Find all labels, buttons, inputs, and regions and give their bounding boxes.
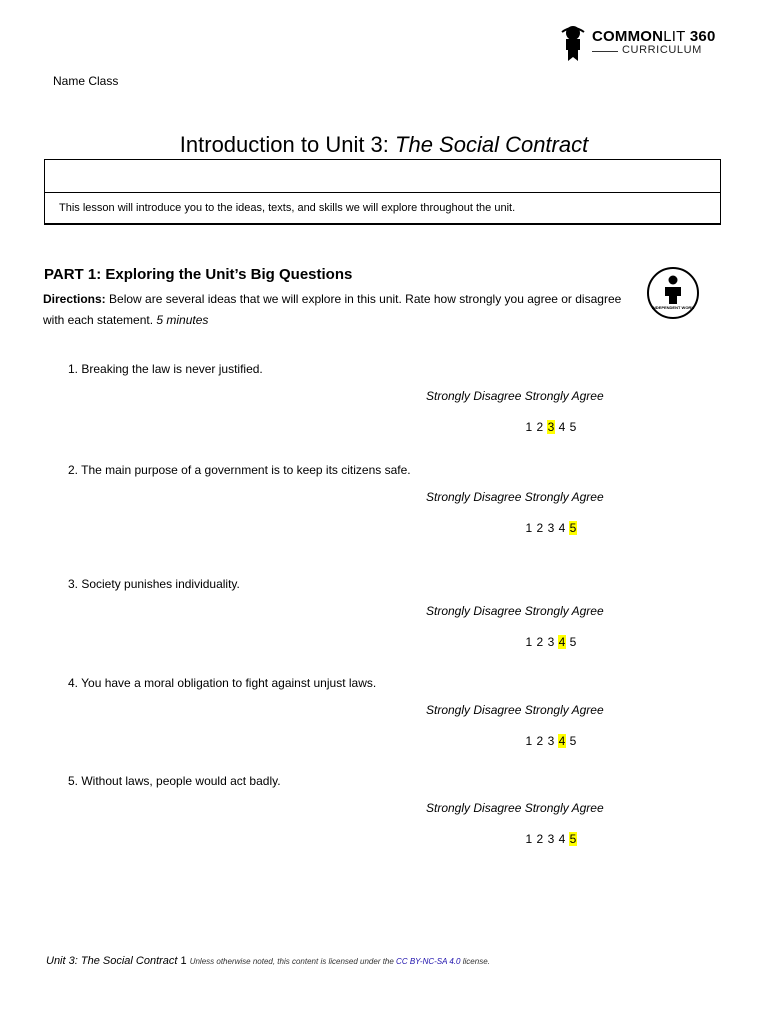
rating-option[interactable]: 3: [547, 734, 555, 748]
rating-option[interactable]: 3: [547, 832, 555, 846]
rating-option[interactable]: 4: [558, 521, 566, 535]
commonlit-logo: [560, 24, 725, 64]
rating-option[interactable]: 3: [547, 635, 555, 649]
rating-option[interactable]: 2: [536, 635, 544, 649]
page-footer: Unit 3: The Social Contract 1 Unless otherwise noted, this content is licensed under the CC BY-NC-SA 4.0 license.: [46, 955, 490, 967]
name-class-label: Name Class: [53, 74, 119, 88]
rating-option[interactable]: 1: [525, 734, 533, 748]
question-text: 1. Breaking the law is never justified.: [68, 362, 263, 376]
rating-option[interactable]: 4: [558, 420, 566, 434]
question-text: 2. The main purpose of a government is to keep its citizens safe.: [68, 463, 411, 477]
rating-option[interactable]: 2: [536, 420, 544, 434]
scale-label: Strongly Disagree Strongly Agree: [426, 703, 604, 717]
rating-option[interactable]: 2: [536, 734, 544, 748]
rating-scale: [525, 734, 577, 748]
scale-label: Strongly Disagree Strongly Agree: [426, 604, 604, 618]
person-icon: [649, 269, 697, 317]
rating-option[interactable]: 1: [525, 420, 533, 434]
rating-option[interactable]: 5: [569, 734, 577, 748]
rating-option[interactable]: 3: [547, 521, 555, 535]
logo-subtitle: CURRICULUM: [622, 44, 702, 56]
rating-scale: [525, 521, 577, 535]
rating-option[interactable]: 1: [525, 521, 533, 535]
intro-box-top-row: [45, 160, 720, 193]
rating-option[interactable]: 1: [525, 832, 533, 846]
logo-mark-icon: [560, 24, 588, 62]
license-link[interactable]: CC BY-NC-SA 4.0: [396, 957, 461, 966]
rating-option[interactable]: 2: [536, 832, 544, 846]
question-text: 3. Society punishes individuality.: [68, 577, 240, 591]
question-text: 4. You have a moral obligation to fight against unjust laws.: [68, 676, 377, 690]
part1-heading: PART 1: Exploring the Unit’s Big Questions: [44, 266, 353, 283]
rating-option[interactable]: 1: [525, 635, 533, 649]
rating-option[interactable]: 5: [569, 420, 577, 434]
rating-option[interactable]: 4: [558, 832, 566, 846]
question-text: 5. Without laws, people would act badly.: [68, 774, 281, 788]
scale-label: Strongly Disagree Strongly Agree: [426, 389, 604, 403]
rating-option[interactable]: 5: [569, 832, 577, 846]
rating-scale: [525, 420, 577, 434]
scale-label: Strongly Disagree Strongly Agree: [426, 490, 604, 504]
rating-option[interactable]: 4: [558, 635, 566, 649]
intro-box: [44, 159, 721, 225]
svg-text:INDEPENDENT WORK: INDEPENDENT WORK: [651, 305, 695, 310]
logo-wordmark: COMMONLIT 360: [592, 28, 716, 45]
rating-scale: [525, 832, 577, 846]
rating-option[interactable]: 4: [558, 734, 566, 748]
intro-box-text: This lesson will introduce you to the ideas, texts, and skills we will explore throughout the unit.: [59, 202, 516, 214]
logo-divider: [592, 51, 618, 52]
scale-label: Strongly Disagree Strongly Agree: [426, 801, 604, 815]
directions-text: Directions: Below are several ideas that we will explore in this unit. Rate how strongly you agree or disagree with each statement. 5 minutes: [43, 292, 622, 327]
rating-option[interactable]: 5: [569, 521, 577, 535]
independent-work-badge: [647, 267, 699, 319]
rating-scale: [525, 635, 577, 649]
rating-option[interactable]: 2: [536, 521, 544, 535]
rating-option[interactable]: 5: [569, 635, 577, 649]
rating-option[interactable]: 3: [547, 420, 555, 434]
page-title: Introduction to Unit 3: The Social Contract: [179, 132, 589, 157]
